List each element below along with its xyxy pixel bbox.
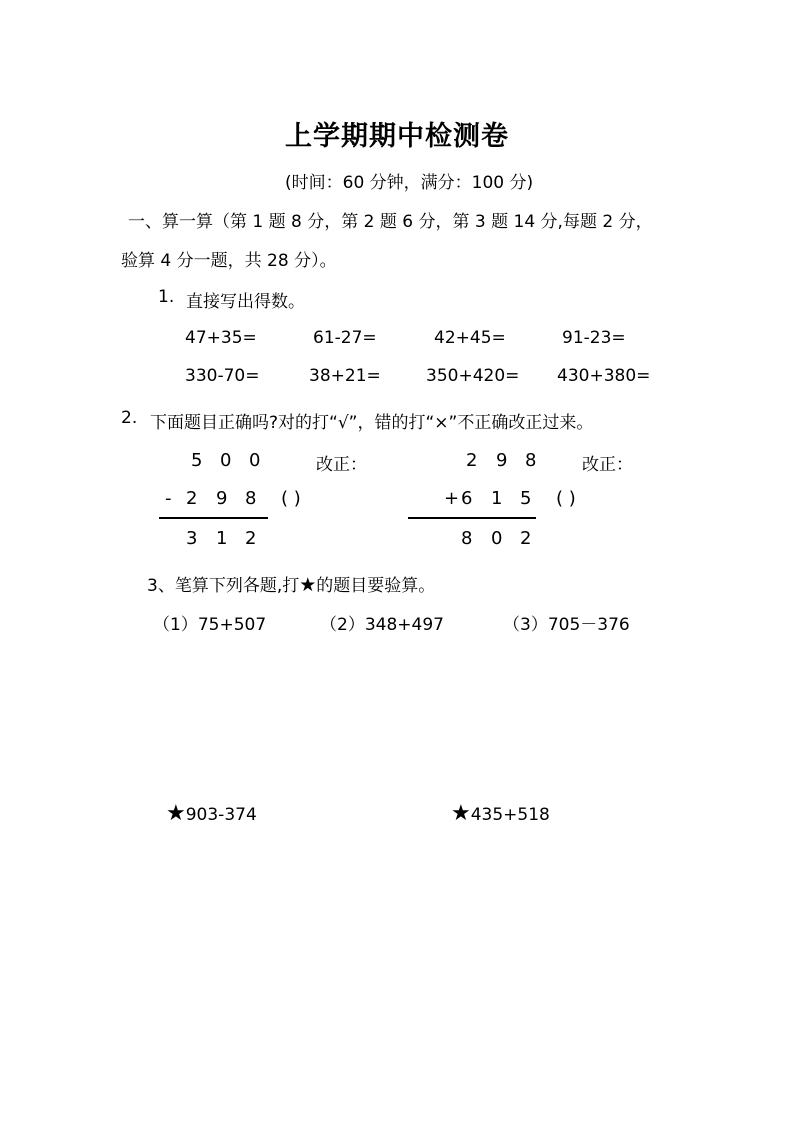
q1-item: 38+21=: [309, 366, 381, 386]
q2-instruction: 下面题目正确吗?对的打“√”，错的打“×”不正确改正过来。: [150, 413, 594, 433]
answer-blank[interactable]: ( ): [281, 488, 301, 509]
q1-number: 1.: [158, 287, 175, 307]
digit: 0: [220, 450, 232, 471]
correction-label: 改正：: [582, 455, 633, 475]
star-icon: ★: [451, 801, 471, 826]
q3-item: （1）75+507: [153, 615, 267, 635]
q3-instruction: [147, 571, 435, 596]
q1-item: 47+35=: [185, 328, 257, 348]
digit: 6: [461, 488, 473, 509]
digit: 0: [491, 528, 503, 549]
minus-operator: -: [165, 488, 172, 509]
digit: 2: [520, 528, 532, 549]
q1-item: 350+420=: [426, 366, 520, 386]
q3-instruction-end: 的题目要验算。: [316, 576, 436, 596]
q1-item: 91-23=: [562, 328, 626, 348]
q1-item: 430+380=: [557, 366, 651, 386]
page-title: 上学期期中检测卷: [285, 121, 509, 152]
sum-line: [408, 517, 536, 519]
q1-instruction: 直接写出得数。: [186, 292, 305, 312]
plus-operator: +: [444, 488, 460, 509]
digit: 1: [491, 488, 503, 509]
digit: 8: [245, 488, 257, 509]
answer-blank[interactable]: ( ): [556, 488, 576, 509]
q1-item: 42+45=: [434, 328, 506, 348]
q1-item: 330-70=: [185, 366, 260, 386]
starred-problem: 435+518: [470, 805, 550, 825]
section-heading-line2: 验算 4 分一题，共 28 分）。: [121, 251, 337, 271]
correction-label: 改正：: [316, 455, 367, 475]
digit: 9: [496, 450, 508, 471]
exam-info: (时间：60 分钟，满分：100 分): [285, 173, 534, 193]
digit: 5: [191, 450, 203, 471]
digit: 5: [520, 488, 532, 509]
digit: 2: [466, 450, 478, 471]
q1-item: 61-27=: [313, 328, 377, 348]
star-icon: ★: [299, 574, 317, 596]
q3-instruction-start: 3、笔算下列各题,打: [147, 576, 300, 596]
q3-item: （3）705－376: [503, 615, 630, 635]
q3-starred-item: [166, 801, 257, 826]
section-heading-line1: 一、算一算（第 1 题 8 分，第 2 题 6 分，第 3 题 14 分,每题 2 分，: [128, 212, 653, 232]
starred-problem: 903-374: [185, 805, 257, 825]
q3-item: （2）348+497: [320, 615, 444, 635]
digit: 2: [245, 528, 257, 549]
q2-number: 2.: [121, 408, 138, 428]
digit: 8: [525, 450, 537, 471]
digit: 0: [249, 450, 261, 471]
digit: 8: [461, 528, 473, 549]
digit: 1: [216, 528, 228, 549]
sum-line: [159, 517, 268, 519]
digit: 2: [186, 488, 198, 509]
digit: 9: [216, 488, 228, 509]
q3-starred-item: [451, 801, 550, 826]
digit: 3: [186, 528, 198, 549]
star-icon: ★: [166, 801, 186, 826]
